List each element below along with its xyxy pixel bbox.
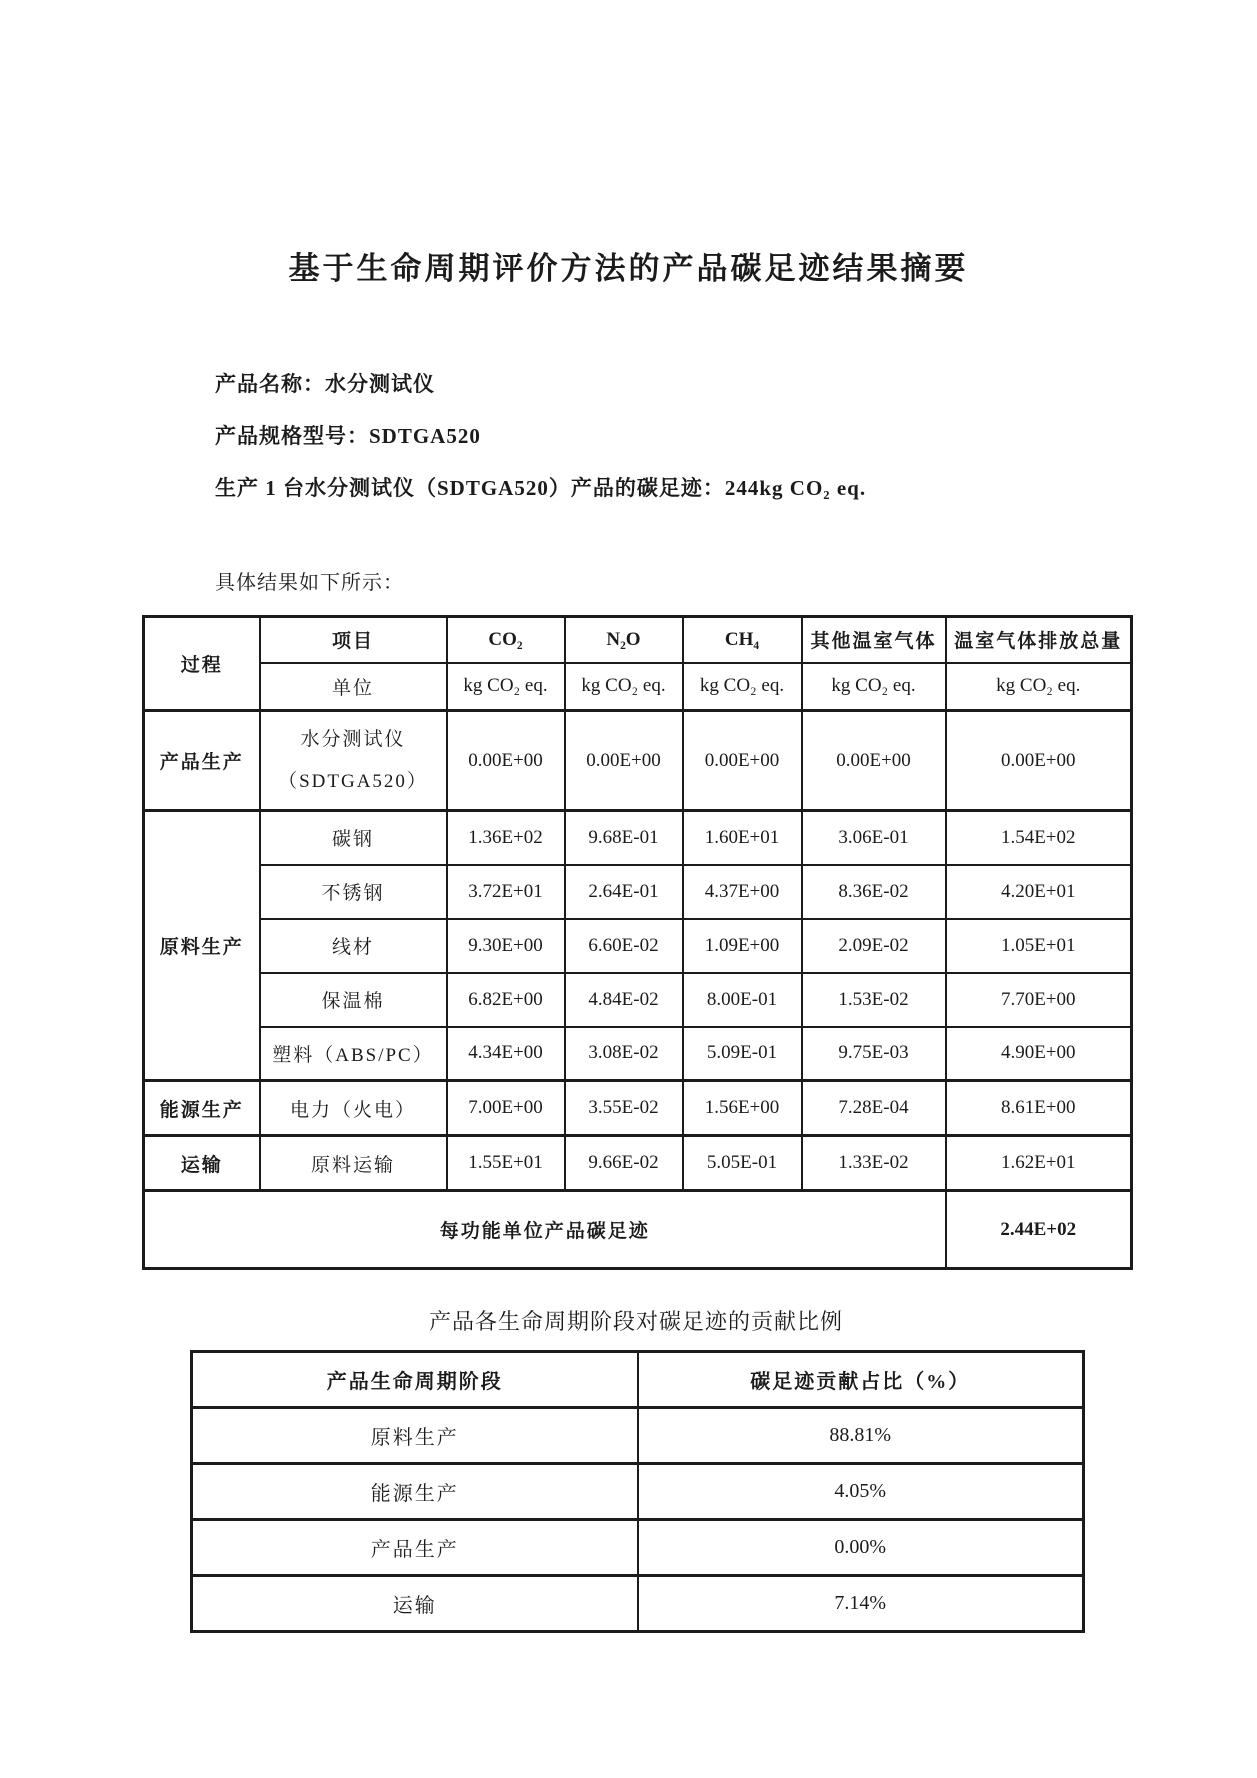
value-cell: 8.61E+00: [946, 1081, 1132, 1136]
percent-cell: 88.81%: [638, 1408, 1084, 1464]
unit-cell: kg CO₂ eq.: [683, 663, 802, 711]
value-cell: 4.84E-02: [565, 973, 683, 1027]
stage-cell: 原料生产: [192, 1408, 638, 1464]
value-cell: 5.05E-01: [683, 1136, 802, 1191]
table-header-row-1: [144, 617, 1132, 663]
item-cell: 碳钢: [260, 811, 447, 865]
item-cell: 电力（火电）: [260, 1081, 447, 1136]
table-row-carbon-steel: [144, 811, 1132, 865]
value-cell: 5.09E-01: [683, 1027, 802, 1081]
stage-cell: 产品生产: [192, 1520, 638, 1576]
value-cell: 1.60E+01: [683, 811, 802, 865]
contribution-header-row: [192, 1352, 1084, 1408]
table-row-transport: [144, 1136, 1132, 1191]
contribution-row-raw-material: [192, 1408, 1084, 1464]
header-cell-total-ghg: 温室气体排放总量: [946, 617, 1132, 663]
value-cell: 1.54E+02: [946, 811, 1132, 865]
process-cell: 运输: [144, 1136, 260, 1191]
value-cell: 4.90E+00: [946, 1027, 1132, 1081]
process-cell: 产品生产: [144, 711, 260, 811]
value-cell: 7.70E+00: [946, 973, 1132, 1027]
item-cell: 原料运输: [260, 1136, 447, 1191]
value-cell: 2.09E-02: [802, 919, 946, 973]
item-cell: [260, 711, 447, 811]
contribution-row-product: [192, 1520, 1084, 1576]
percent-cell: 7.14%: [638, 1576, 1084, 1632]
value-cell: 9.75E-03: [802, 1027, 946, 1081]
table-row-energy-production: [144, 1081, 1132, 1136]
header-cell-item: 项目: [260, 617, 447, 663]
table-row-stainless-steel: [144, 865, 1132, 919]
footprint-line: 生产 1 台水分测试仪（SDTGA520）产品的碳足迹：244kg CO₂ eq.: [215, 476, 867, 500]
value-cell: 1.33E-02: [802, 1136, 946, 1191]
value-cell: 8.00E-01: [683, 973, 802, 1027]
value-cell: 7.00E+00: [447, 1081, 565, 1136]
stage-cell: 运输: [192, 1576, 638, 1632]
value-cell: 9.68E-01: [565, 811, 683, 865]
value-cell: 3.72E+01: [447, 865, 565, 919]
value-cell: 0.00E+00: [802, 711, 946, 811]
table-row-insulation-cotton: [144, 973, 1132, 1027]
value-cell: 1.53E-02: [802, 973, 946, 1027]
table-unit-row: [144, 663, 1132, 711]
value-cell: 1.56E+00: [683, 1081, 802, 1136]
emissions-table: [142, 615, 1133, 1270]
table-footer-row: [144, 1191, 1132, 1269]
percent-header-cell: 碳足迹贡献占比（%）: [638, 1352, 1084, 1408]
table-row-wire: [144, 919, 1132, 973]
value-cell: 3.08E-02: [565, 1027, 683, 1081]
value-cell: 6.82E+00: [447, 973, 565, 1027]
stage-cell: 能源生产: [192, 1464, 638, 1520]
model-line: 产品规格型号：SDTGA520: [215, 424, 481, 448]
unit-label-cell: 单位: [260, 663, 447, 711]
table-row-plastic: [144, 1027, 1132, 1081]
value-cell: 4.37E+00: [683, 865, 802, 919]
item-line-2: （SDTGA520）: [278, 770, 428, 792]
value-cell: 1.09E+00: [683, 919, 802, 973]
value-cell: 1.36E+02: [447, 811, 565, 865]
product-name-line: 产品名称：水分测试仪: [215, 372, 435, 396]
value-cell: 8.36E-02: [802, 865, 946, 919]
value-cell: 0.00E+00: [946, 711, 1132, 811]
percent-cell: 0.00%: [638, 1520, 1084, 1576]
header-cell-process: 过程: [144, 617, 260, 711]
value-cell: 9.66E-02: [565, 1136, 683, 1191]
item-cell: 线材: [260, 919, 447, 973]
unit-cell: kg CO₂ eq.: [802, 663, 946, 711]
header-cell-n2o: N₂O: [565, 617, 683, 663]
value-cell: 0.00E+00: [447, 711, 565, 811]
value-cell: 1.62E+01: [946, 1136, 1132, 1191]
value-cell: 2.64E-01: [565, 865, 683, 919]
value-cell: 9.30E+00: [447, 919, 565, 973]
contribution-table-title: 产品各生命周期阶段对碳足迹的贡献比例: [428, 1309, 843, 1334]
value-cell: 1.05E+01: [946, 919, 1132, 973]
value-cell: 4.34E+00: [447, 1027, 565, 1081]
value-cell: 1.55E+01: [447, 1136, 565, 1191]
value-cell: 4.20E+01: [946, 865, 1132, 919]
contribution-row-transport: [192, 1576, 1084, 1632]
item-cell: 塑料（ABS/PC）: [260, 1027, 447, 1081]
process-cell: 能源生产: [144, 1081, 260, 1136]
header-cell-other-ghg: 其他温室气体: [802, 617, 946, 663]
value-cell: 3.06E-01: [802, 811, 946, 865]
unit-cell: kg CO₂ eq.: [946, 663, 1132, 711]
stage-header-cell: 产品生命周期阶段: [192, 1352, 638, 1408]
value-cell: 0.00E+00: [683, 711, 802, 811]
header-cell-ch4: CH₄: [683, 617, 802, 663]
unit-cell: kg CO₂ eq.: [447, 663, 565, 711]
value-cell: 7.28E-04: [802, 1081, 946, 1136]
value-cell: 3.55E-02: [565, 1081, 683, 1136]
process-cell: 原料生产: [144, 811, 260, 1081]
contribution-row-energy: [192, 1464, 1084, 1520]
table-row-product-production: [144, 711, 1132, 811]
item-cell: 不锈钢: [260, 865, 447, 919]
item-cell: 保温棉: [260, 973, 447, 1027]
percent-cell: 4.05%: [638, 1464, 1084, 1520]
contribution-table: [190, 1350, 1085, 1633]
report-title: 基于生命周期评价方法的产品碳足迹结果摘要: [288, 251, 969, 286]
unit-cell: kg CO₂ eq.: [565, 663, 683, 711]
results-intro: 具体结果如下所示：: [215, 572, 404, 594]
item-line-1: 水分测试仪: [300, 728, 406, 750]
value-cell: 0.00E+00: [565, 711, 683, 811]
value-cell: 6.60E-02: [565, 919, 683, 973]
footprint-total-label: 每功能单位产品碳足迹: [144, 1191, 946, 1269]
footprint-total-value: 2.44E+02: [946, 1191, 1132, 1269]
header-cell-co2: CO₂: [447, 617, 565, 663]
